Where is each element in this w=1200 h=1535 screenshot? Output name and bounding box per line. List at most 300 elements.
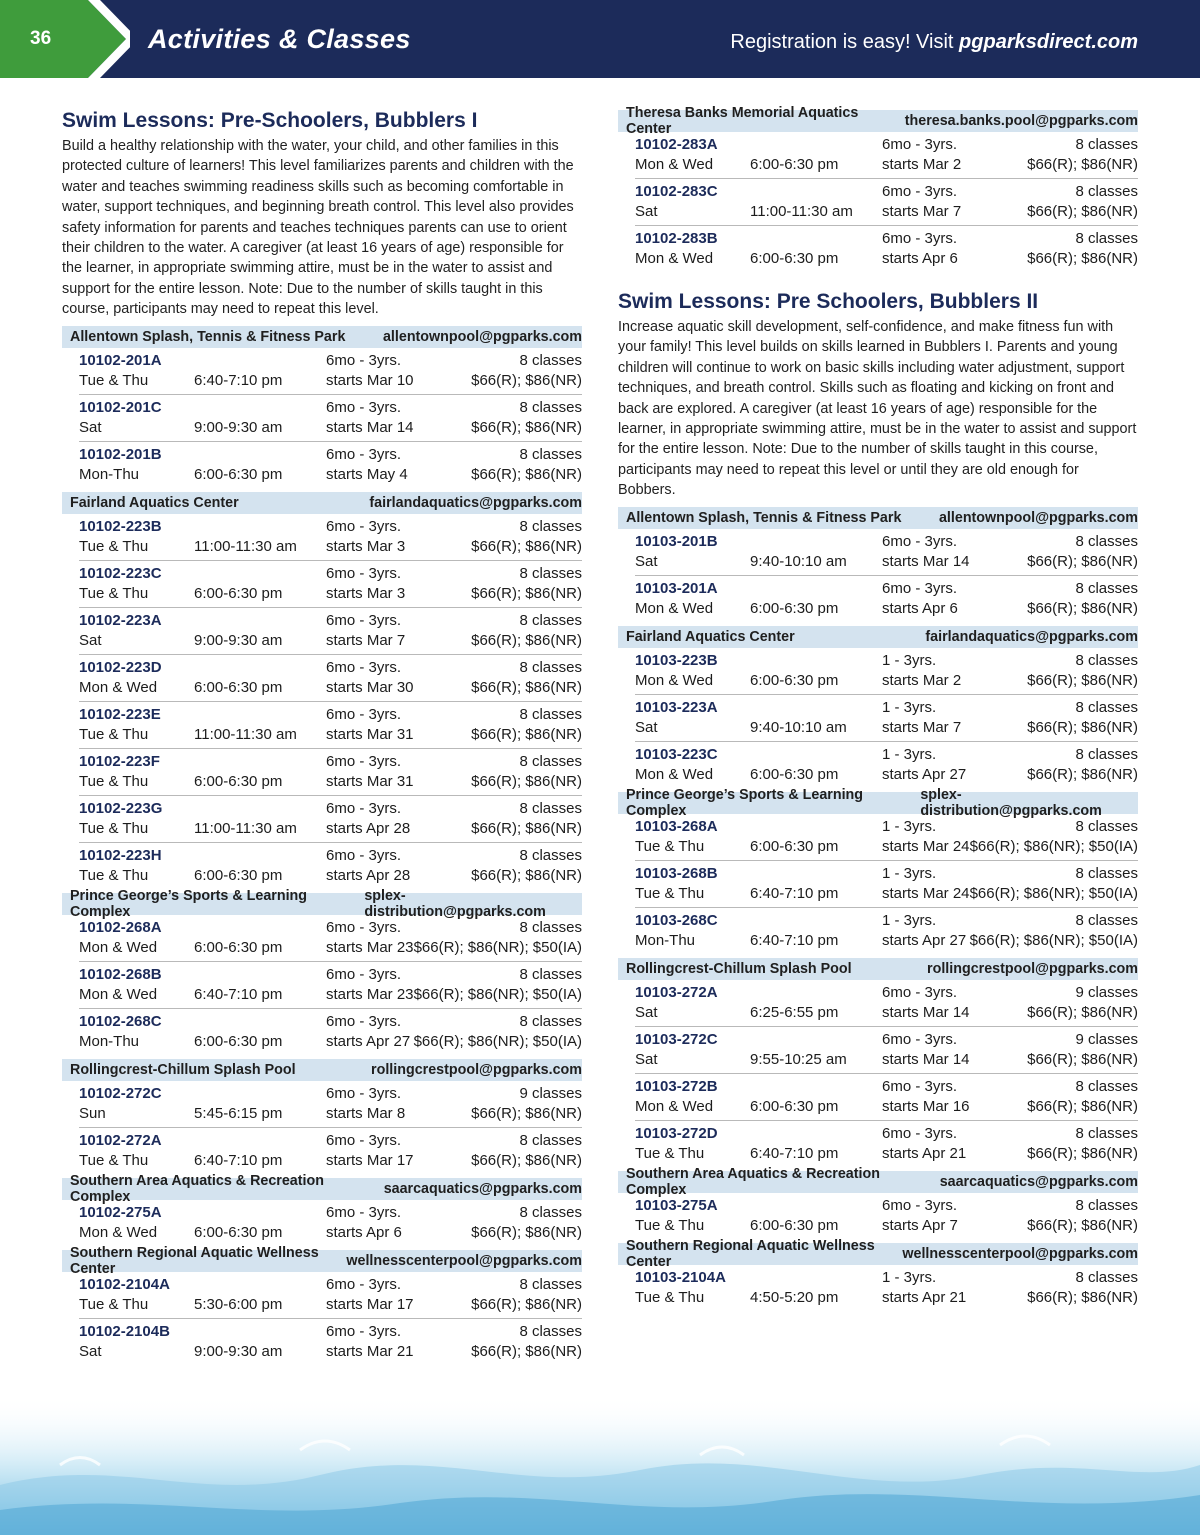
class-price: $66(R); $86(NR) bbox=[471, 1342, 582, 1360]
class-row bbox=[79, 561, 582, 608]
class-count: 8 classes bbox=[1075, 183, 1138, 200]
class-days: Mon & Wed bbox=[635, 250, 714, 267]
class-time: 6:00-6:30 pm bbox=[750, 1097, 839, 1115]
class-start: starts Mar 7 bbox=[882, 718, 962, 736]
class-price: $66(R); $86(NR) bbox=[1027, 1097, 1138, 1115]
class-start: starts Apr 6 bbox=[882, 250, 958, 267]
class-count: 8 classes bbox=[519, 517, 582, 535]
class-count: 8 classes bbox=[519, 445, 582, 463]
class-time: 9:00-9:30 am bbox=[194, 631, 283, 649]
venue-name: Southern Regional Aquatic Wellness Center bbox=[626, 1237, 875, 1270]
class-age: 6mo - 3yrs. bbox=[326, 1322, 402, 1340]
class-age: 1 - 3yrs. bbox=[882, 1268, 937, 1286]
class-time: 11:00-11:30 am bbox=[194, 725, 297, 743]
class-count: 8 classes bbox=[1075, 1268, 1138, 1286]
class-age: 6mo - 3yrs. bbox=[326, 564, 402, 582]
class-row bbox=[635, 861, 1138, 908]
venue-email[interactable]: splex-distribution@pgparks.com bbox=[920, 786, 1102, 819]
class-time: 6:00-6:30 pm bbox=[194, 866, 283, 884]
class-time: 11:00-11:30 am bbox=[194, 537, 297, 555]
class-age: 6mo - 3yrs. bbox=[882, 983, 958, 1001]
class-row bbox=[79, 442, 582, 489]
venue-name: Allentown Splash, Tennis & Fitness Park bbox=[626, 509, 902, 526]
bubblers-1-schedule bbox=[62, 326, 582, 1366]
class-code: 10102-272C bbox=[79, 1084, 162, 1102]
class-row bbox=[79, 1319, 582, 1366]
venue-email[interactable]: allentownpool@pgparks.com bbox=[938, 509, 1138, 526]
class-count: 8 classes bbox=[1075, 230, 1138, 247]
class-code: 10102-223C bbox=[79, 564, 162, 582]
class-code: 10103-223B bbox=[635, 651, 718, 669]
class-price: $66(R); $86(NR) bbox=[471, 725, 582, 743]
class-start: starts Mar 24 bbox=[882, 884, 970, 902]
class-code: 10103-201B bbox=[635, 532, 718, 550]
venue-name: Fairland Aquatics Center bbox=[626, 628, 795, 645]
page-header bbox=[0, 0, 1200, 78]
class-price: $66(R); $86(NR) bbox=[471, 1295, 582, 1313]
class-row bbox=[79, 962, 582, 1009]
class-age: 6mo - 3yrs. bbox=[326, 705, 402, 723]
class-row bbox=[635, 132, 1138, 179]
venue-name: Southern Area Aquatics & Recreation Complex bbox=[70, 1172, 324, 1205]
class-time: 6:00-6:30 pm bbox=[194, 584, 283, 602]
class-price: $66(R); $86(NR) bbox=[471, 465, 582, 483]
class-time: 5:30-6:00 pm bbox=[194, 1295, 283, 1313]
class-price: $66(R); $86(NR) bbox=[1027, 718, 1138, 736]
class-row bbox=[635, 1193, 1138, 1240]
class-row bbox=[79, 1200, 582, 1247]
class-age: 6mo - 3yrs. bbox=[882, 183, 958, 200]
class-count: 8 classes bbox=[519, 918, 582, 936]
class-start: starts Mar 3 bbox=[326, 584, 406, 602]
class-code: 10103-201A bbox=[635, 579, 718, 597]
class-age: 6mo - 3yrs. bbox=[882, 1196, 958, 1214]
venue-header bbox=[618, 507, 1138, 529]
class-count: 8 classes bbox=[519, 564, 582, 582]
class-price: $66(R); $86(NR) bbox=[1027, 765, 1138, 783]
class-days: Tue & Thu bbox=[635, 1144, 705, 1162]
class-code: 10102-2104A bbox=[79, 1275, 170, 1293]
class-count: 8 classes bbox=[1075, 817, 1138, 835]
class-time: 6:00-6:30 pm bbox=[194, 465, 283, 483]
class-count: 8 classes bbox=[519, 1322, 582, 1340]
bubblers-1-title: Swim Lessons: Pre-Schoolers, Bubblers I bbox=[62, 109, 478, 132]
class-row bbox=[635, 814, 1138, 861]
class-count: 8 classes bbox=[1075, 532, 1138, 550]
class-time: 6:00-6:30 pm bbox=[750, 837, 839, 855]
class-age: 6mo - 3yrs. bbox=[326, 1084, 402, 1102]
class-start: starts Apr 6 bbox=[326, 1223, 402, 1241]
class-age: 6mo - 3yrs. bbox=[882, 1030, 958, 1048]
class-time: 9:40-10:10 am bbox=[750, 718, 847, 736]
right-column bbox=[618, 107, 1138, 1312]
class-days: Sat bbox=[635, 203, 658, 220]
page-number: 36 bbox=[30, 28, 52, 49]
class-days: Mon & Wed bbox=[635, 765, 714, 783]
class-days: Sat bbox=[79, 418, 102, 436]
class-start: starts Mar 31 bbox=[326, 725, 414, 743]
class-count: 8 classes bbox=[519, 1131, 582, 1149]
class-code: 10102-223G bbox=[79, 799, 163, 817]
class-age: 6mo - 3yrs. bbox=[882, 532, 958, 550]
class-code: 10103-272B bbox=[635, 1077, 718, 1095]
class-count: 8 classes bbox=[1075, 864, 1138, 882]
venue-email[interactable]: wellnesscenterpool@pgparks.com bbox=[902, 1245, 1138, 1262]
class-count: 8 classes bbox=[519, 1012, 582, 1030]
venue-header bbox=[618, 1237, 1138, 1270]
class-time: 6:40-7:10 pm bbox=[750, 1144, 839, 1162]
class-time: 6:00-6:30 pm bbox=[750, 156, 839, 173]
class-days: Mon-Thu bbox=[635, 931, 696, 949]
class-start: starts Mar 7 bbox=[326, 631, 406, 649]
class-days: Sat bbox=[635, 1003, 658, 1021]
class-days: Mon & Wed bbox=[79, 985, 158, 1003]
left-column bbox=[62, 108, 582, 1366]
class-row bbox=[79, 348, 582, 395]
class-time: 11:00-11:30 am bbox=[194, 819, 297, 837]
class-row bbox=[79, 1081, 582, 1128]
class-start: starts Mar 16 bbox=[882, 1097, 970, 1115]
venue-header bbox=[62, 326, 582, 348]
class-days: Tue & Thu bbox=[79, 725, 149, 743]
class-row bbox=[79, 702, 582, 749]
class-days: Mon & Wed bbox=[79, 1223, 158, 1241]
venue-header bbox=[618, 786, 1138, 819]
class-days: Mon-Thu bbox=[79, 465, 140, 483]
water-decoration bbox=[0, 1395, 1200, 1535]
class-count: 8 classes bbox=[1075, 698, 1138, 716]
class-row bbox=[635, 742, 1138, 789]
class-age: 6mo - 3yrs. bbox=[326, 658, 402, 676]
class-age: 6mo - 3yrs. bbox=[882, 230, 958, 247]
class-row bbox=[79, 1128, 582, 1175]
class-start: starts Apr 7 bbox=[882, 1216, 958, 1234]
class-count: 8 classes bbox=[1075, 579, 1138, 597]
venue-name: Rollingcrest-Chillum Splash Pool bbox=[626, 960, 852, 977]
class-code: 10103-2104A bbox=[635, 1268, 726, 1286]
class-time: 6:00-6:30 pm bbox=[194, 938, 283, 956]
class-row bbox=[635, 695, 1138, 742]
venue-header bbox=[618, 105, 1138, 137]
class-row bbox=[635, 179, 1138, 226]
class-start: starts Mar 14 bbox=[882, 1050, 970, 1068]
class-price: $66(R); $86(NR) bbox=[471, 418, 582, 436]
class-count: 8 classes bbox=[519, 658, 582, 676]
class-row bbox=[635, 226, 1138, 273]
class-start: starts Mar 14 bbox=[326, 418, 414, 436]
class-price: $66(R); $86(NR); $50(IA) bbox=[969, 884, 1138, 902]
class-code: 10102-223D bbox=[79, 658, 162, 676]
class-age: 6mo - 3yrs. bbox=[326, 611, 402, 629]
class-price: $66(R); $86(NR) bbox=[1027, 1216, 1138, 1234]
class-count: 8 classes bbox=[519, 1275, 582, 1293]
class-row bbox=[635, 1121, 1138, 1168]
class-code: 10102-201C bbox=[79, 398, 162, 416]
class-time: 6:40-7:10 pm bbox=[750, 931, 839, 949]
class-start: starts Mar 14 bbox=[882, 1003, 970, 1021]
class-days: Sat bbox=[635, 1050, 658, 1068]
class-days: Mon & Wed bbox=[79, 678, 158, 696]
venue-header bbox=[62, 887, 582, 920]
class-price: $66(R); $86(NR) bbox=[1027, 1050, 1138, 1068]
class-price: $66(R); $86(NR) bbox=[1027, 250, 1138, 267]
class-start: starts Mar 24 bbox=[882, 837, 970, 855]
class-count: 8 classes bbox=[519, 965, 582, 983]
class-row bbox=[635, 1265, 1138, 1312]
bubblers-1-schedule-continued bbox=[618, 105, 1138, 273]
venue-email[interactable]: rollingcrestpool@pgparks.com bbox=[371, 1061, 582, 1078]
class-time: 5:45-6:15 pm bbox=[194, 1104, 283, 1122]
class-age: 6mo - 3yrs. bbox=[326, 846, 402, 864]
class-start: starts Mar 2 bbox=[882, 156, 962, 173]
class-start: starts Apr 27 bbox=[882, 765, 967, 783]
class-age: 6mo - 3yrs. bbox=[326, 1275, 402, 1293]
class-price: $66(R); $86(NR) bbox=[1027, 156, 1138, 173]
class-time: 6:00-6:30 pm bbox=[194, 1032, 283, 1050]
class-code: 10102-201A bbox=[79, 351, 162, 369]
class-code: 10102-223E bbox=[79, 705, 161, 723]
class-code: 10102-268B bbox=[79, 965, 162, 983]
class-price: $66(R); $86(NR) bbox=[471, 866, 582, 884]
venue-name: Southern Regional Aquatic Wellness Center bbox=[70, 1244, 319, 1277]
class-count: 8 classes bbox=[1075, 651, 1138, 669]
class-age: 6mo - 3yrs. bbox=[882, 136, 958, 153]
class-time: 6:40-7:10 pm bbox=[194, 371, 283, 389]
registration-prefix: Registration is easy! Visit bbox=[730, 31, 954, 53]
class-code: 10102-283B bbox=[635, 230, 718, 247]
class-days: Tue & Thu bbox=[79, 537, 149, 555]
venue-email[interactable]: rollingcrestpool@pgparks.com bbox=[927, 960, 1138, 977]
class-time: 6:00-6:30 pm bbox=[750, 671, 839, 689]
venue-name: Rollingcrest-Chillum Splash Pool bbox=[70, 1061, 296, 1078]
venue-email[interactable]: theresa.banks.pool@pgparks.com bbox=[904, 113, 1138, 129]
class-time: 6:00-6:30 pm bbox=[750, 599, 839, 617]
venue-name: Southern Area Aquatics & Recreation Complex bbox=[626, 1165, 880, 1198]
class-days: Tue & Thu bbox=[635, 837, 705, 855]
section-title: Activities & Classes bbox=[148, 24, 411, 54]
class-code: 10102-283C bbox=[635, 183, 718, 200]
class-row bbox=[635, 576, 1138, 623]
class-days: Tue & Thu bbox=[79, 371, 149, 389]
venue-header bbox=[62, 1059, 582, 1081]
class-price: $66(R); $86(NR); $50(IA) bbox=[413, 1032, 582, 1050]
class-row bbox=[635, 1027, 1138, 1074]
class-code: 10102-272A bbox=[79, 1131, 162, 1149]
class-price: $66(R); $86(NR) bbox=[1027, 1003, 1138, 1021]
class-days: Tue & Thu bbox=[79, 584, 149, 602]
class-count: 8 classes bbox=[1075, 1196, 1138, 1214]
class-start: starts Apr 27 bbox=[882, 931, 967, 949]
class-age: 1 - 3yrs. bbox=[882, 698, 937, 716]
class-row bbox=[635, 1074, 1138, 1121]
class-age: 6mo - 3yrs. bbox=[326, 398, 402, 416]
class-age: 6mo - 3yrs. bbox=[326, 918, 402, 936]
class-days: Mon & Wed bbox=[635, 1097, 714, 1115]
bubblers-2-schedule bbox=[618, 507, 1138, 1312]
class-time: 6:00-6:30 pm bbox=[750, 250, 839, 267]
class-days: Mon-Thu bbox=[79, 1032, 140, 1050]
class-row bbox=[79, 915, 582, 962]
class-start: starts Mar 8 bbox=[326, 1104, 406, 1122]
venue-email[interactable]: fairlandaquatics@pgparks.com bbox=[925, 628, 1138, 645]
class-start: starts Apr 28 bbox=[326, 819, 411, 837]
class-age: 6mo - 3yrs. bbox=[326, 1131, 402, 1149]
class-row bbox=[79, 1272, 582, 1319]
bubblers-2-title: Swim Lessons: Pre Schoolers, Bubblers II bbox=[618, 290, 1039, 313]
class-start: starts May 4 bbox=[326, 465, 408, 483]
class-price: $66(R); $86(NR) bbox=[471, 537, 582, 555]
class-price: $66(R); $86(NR); $50(IA) bbox=[969, 837, 1138, 855]
registration-link[interactable]: pgparksdirect.com bbox=[959, 31, 1138, 53]
class-price: $66(R); $86(NR); $50(IA) bbox=[969, 931, 1138, 949]
class-time: 6:00-6:30 pm bbox=[194, 1223, 283, 1241]
class-count: 8 classes bbox=[519, 846, 582, 864]
class-code: 10102-223A bbox=[79, 611, 162, 629]
class-count: 9 classes bbox=[1075, 1030, 1138, 1048]
class-count: 8 classes bbox=[1075, 1077, 1138, 1095]
class-age: 6mo - 3yrs. bbox=[882, 1124, 958, 1142]
class-age: 6mo - 3yrs. bbox=[326, 1012, 402, 1030]
class-age: 6mo - 3yrs. bbox=[882, 1077, 958, 1095]
class-age: 6mo - 3yrs. bbox=[326, 752, 402, 770]
class-days: Tue & Thu bbox=[635, 884, 705, 902]
class-time: 6:00-6:30 pm bbox=[194, 678, 283, 696]
class-age: 6mo - 3yrs. bbox=[326, 351, 402, 369]
class-row bbox=[79, 1009, 582, 1056]
class-age: 1 - 3yrs. bbox=[882, 817, 937, 835]
class-start: starts Apr 6 bbox=[882, 599, 958, 617]
class-price: $66(R); $86(NR) bbox=[1027, 1144, 1138, 1162]
class-price: $66(R); $86(NR) bbox=[471, 371, 582, 389]
class-start: starts Mar 14 bbox=[882, 552, 970, 570]
class-count: 8 classes bbox=[1075, 745, 1138, 763]
class-age: 6mo - 3yrs. bbox=[326, 1203, 402, 1221]
class-days: Sat bbox=[79, 1342, 102, 1360]
class-code: 10103-268A bbox=[635, 817, 718, 835]
class-days: Mon & Wed bbox=[635, 599, 714, 617]
class-count: 8 classes bbox=[1075, 911, 1138, 929]
class-count: 8 classes bbox=[519, 611, 582, 629]
venue-header bbox=[62, 1244, 582, 1277]
class-code: 10102-223B bbox=[79, 517, 162, 535]
class-days: Tue & Thu bbox=[79, 866, 149, 884]
class-days: Tue & Thu bbox=[79, 819, 149, 837]
venue-email[interactable]: saarcaquatics@pgparks.com bbox=[939, 1173, 1138, 1190]
class-start: starts Mar 7 bbox=[882, 203, 962, 220]
class-code: 10102-275A bbox=[79, 1203, 162, 1221]
class-start: starts Apr 21 bbox=[882, 1144, 967, 1162]
class-time: 9:00-9:30 am bbox=[194, 418, 283, 436]
class-code: 10103-223A bbox=[635, 698, 718, 716]
class-time: 11:00-11:30 am bbox=[750, 203, 853, 220]
class-price: $66(R); $86(NR) bbox=[471, 1151, 582, 1169]
class-time: 6:00-6:30 pm bbox=[750, 765, 839, 783]
class-start: starts Mar 31 bbox=[326, 772, 414, 790]
class-time: 4:50-5:20 pm bbox=[750, 1288, 839, 1306]
class-code: 10102-201B bbox=[79, 445, 162, 463]
class-days: Tue & Thu bbox=[79, 772, 149, 790]
class-code: 10103-223C bbox=[635, 745, 718, 763]
class-time: 9:00-9:30 am bbox=[194, 1342, 283, 1360]
class-time: 6:40-7:10 pm bbox=[194, 985, 283, 1003]
class-price: $66(R); $86(NR) bbox=[471, 678, 582, 696]
class-code: 10103-272D bbox=[635, 1124, 718, 1142]
venue-email[interactable]: wellnesscenterpool@pgparks.com bbox=[346, 1252, 582, 1269]
class-age: 1 - 3yrs. bbox=[882, 651, 937, 669]
class-code: 10102-223H bbox=[79, 846, 162, 864]
class-price: $66(R); $86(NR) bbox=[471, 584, 582, 602]
registration-note bbox=[730, 31, 1138, 54]
class-price: $66(R); $86(NR) bbox=[1027, 671, 1138, 689]
class-price: $66(R); $86(NR) bbox=[471, 819, 582, 837]
class-code: 10102-223F bbox=[79, 752, 160, 770]
class-days: Sat bbox=[79, 631, 102, 649]
class-time: 6:40-7:10 pm bbox=[194, 1151, 283, 1169]
class-count: 9 classes bbox=[1075, 983, 1138, 1001]
class-code: 10102-2104B bbox=[79, 1322, 170, 1340]
class-row bbox=[635, 908, 1138, 955]
class-days: Sat bbox=[635, 718, 658, 736]
class-code: 10103-268B bbox=[635, 864, 718, 882]
class-count: 9 classes bbox=[519, 1084, 582, 1102]
class-row bbox=[635, 980, 1138, 1027]
class-age: 1 - 3yrs. bbox=[882, 911, 937, 929]
class-age: 1 - 3yrs. bbox=[882, 864, 937, 882]
class-price: $66(R); $86(NR); $50(IA) bbox=[413, 938, 582, 956]
class-price: $66(R); $86(NR); $50(IA) bbox=[413, 985, 582, 1003]
venue-email[interactable]: saarcaquatics@pgparks.com bbox=[383, 1180, 582, 1197]
class-row bbox=[79, 514, 582, 561]
class-start: starts Mar 2 bbox=[882, 671, 962, 689]
venue-header bbox=[618, 958, 1138, 980]
class-start: starts Mar 10 bbox=[326, 371, 414, 389]
class-days: Mon & Wed bbox=[79, 938, 158, 956]
venue-email[interactable]: splex-distribution@pgparks.com bbox=[364, 887, 546, 920]
class-time: 6:40-7:10 pm bbox=[750, 884, 839, 902]
class-age: 6mo - 3yrs. bbox=[326, 445, 402, 463]
venue-header bbox=[62, 492, 582, 514]
class-count: 8 classes bbox=[1075, 1124, 1138, 1142]
class-age: 6mo - 3yrs. bbox=[326, 799, 402, 817]
class-row bbox=[79, 655, 582, 702]
class-price: $66(R); $86(NR) bbox=[471, 1104, 582, 1122]
class-days: Mon & Wed bbox=[635, 156, 714, 173]
class-age: 6mo - 3yrs. bbox=[882, 579, 958, 597]
class-count: 8 classes bbox=[519, 1203, 582, 1221]
class-price: $66(R); $86(NR) bbox=[1027, 552, 1138, 570]
class-row bbox=[79, 608, 582, 655]
class-days: Sun bbox=[79, 1104, 106, 1122]
class-time: 6:00-6:30 pm bbox=[194, 772, 283, 790]
class-row bbox=[79, 749, 582, 796]
bubblers-1-description: Build a healthy relationship with the water, your child, and other families in this protected culture of learners! This level familiarizes parents and children with the water and teaches swimming readiness skills such as becoming comfortable in water, support techniques, and beginning breath control. This level also provides safety information for parents and teaches techniques parents can use to orient their children to the water. A caregiver (at least 16 years of age) responsible for the learner, in appropriate swimming attire, must be in the water to assist and support for the entire lesson. Note: Due to the number of skills taught in this course, participants may need to repeat this level. bbox=[62, 138, 574, 318]
venue-name: Fairland Aquatics Center bbox=[70, 494, 239, 511]
class-days: Tue & Thu bbox=[79, 1295, 149, 1313]
class-row bbox=[635, 648, 1138, 695]
class-time: 6:00-6:30 pm bbox=[750, 1216, 839, 1234]
class-count: 8 classes bbox=[519, 705, 582, 723]
venue-header bbox=[62, 1172, 582, 1205]
class-code: 10102-283A bbox=[635, 136, 718, 153]
class-days: Sat bbox=[635, 552, 658, 570]
venue-name: Prince George’s Sports & Learning Complex bbox=[626, 786, 864, 819]
venue-header bbox=[618, 626, 1138, 648]
class-count: 8 classes bbox=[519, 398, 582, 416]
class-days: Tue & Thu bbox=[79, 1151, 149, 1169]
venue-email[interactable]: allentownpool@pgparks.com bbox=[382, 328, 582, 345]
venue-email[interactable]: fairlandaquatics@pgparks.com bbox=[369, 494, 582, 511]
class-row bbox=[79, 843, 582, 890]
